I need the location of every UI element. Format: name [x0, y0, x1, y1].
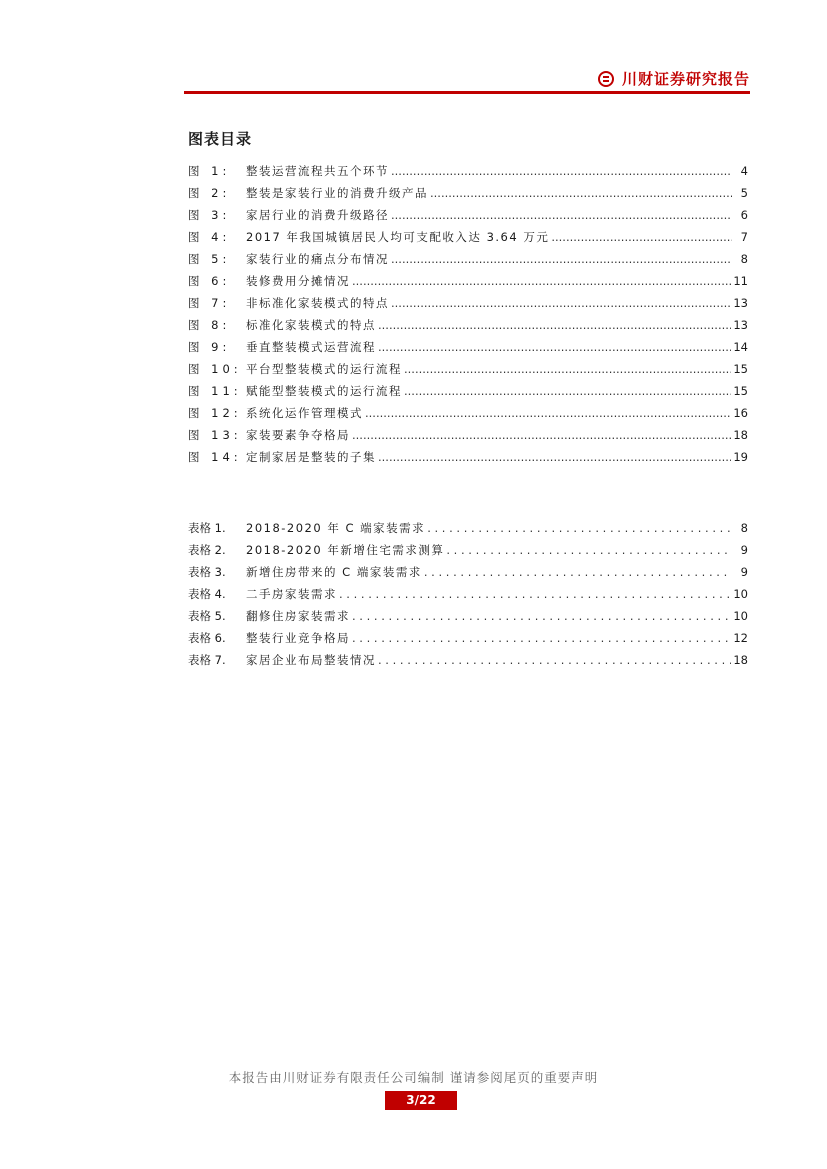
figure-entry-page: 15 — [733, 384, 748, 398]
table-entry-page: 18 — [733, 653, 748, 667]
footer-disclaimer: 本报告由川财证券有限责任公司编制 谨请参阅尾页的重要声明 — [228, 1070, 599, 1085]
figure-entry-number: 图 10: — [188, 362, 242, 376]
figure-entry-title: 2017 年我国城镇居民人均可支配收入达 3.64 万元 — [246, 230, 550, 244]
figure-entry[interactable] — [188, 383, 748, 405]
table-entry-number: 表格 1. — [188, 521, 226, 535]
table-entry-number: 表格 4. — [188, 587, 226, 601]
table-entry-title: 2018-2020 年新增住宅需求测算 — [246, 543, 445, 557]
figure-entry-title: 家装要素争夺格局 — [246, 428, 350, 442]
figure-entry-page: 4 — [740, 164, 748, 178]
table-entry-title: 翻修住房家装需求 — [246, 609, 350, 623]
table-entry-leader — [339, 587, 731, 601]
figure-entry[interactable] — [188, 317, 748, 339]
table-entry-leader — [446, 543, 732, 557]
table-entry-number: 表格 2. — [188, 543, 226, 557]
figure-entry-page: 16 — [733, 406, 748, 420]
figure-entry-number: 图 3: — [188, 208, 231, 222]
figure-entry-leader — [391, 296, 731, 310]
figure-entry-leader — [404, 384, 731, 398]
figure-entry[interactable] — [188, 295, 748, 317]
figure-entry[interactable] — [188, 361, 748, 383]
table-entry-page: 10 — [733, 609, 748, 623]
table-list — [188, 520, 748, 674]
figure-entry[interactable] — [188, 405, 748, 427]
table-entry[interactable] — [188, 608, 748, 630]
figure-entry-page: 13 — [733, 296, 748, 310]
figure-entry-page: 11 — [733, 274, 748, 288]
figure-entry-number: 图 2: — [188, 186, 231, 200]
figure-entry-leader — [430, 186, 732, 200]
figure-entry-leader — [378, 340, 731, 354]
page-number-badge: 3/22 — [385, 1091, 457, 1110]
figure-entry-page: 5 — [740, 186, 748, 200]
brand-name: 川财证券研究报告 — [621, 70, 750, 88]
figure-entry-number: 图 9: — [188, 340, 231, 354]
table-entry-title: 2018-2020 年 C 端家装需求 — [246, 521, 426, 535]
figure-entry-title: 垂直整装模式运营流程 — [246, 340, 376, 354]
table-entry-leader — [352, 631, 731, 645]
figure-entry-title: 标准化家装模式的特点 — [246, 318, 376, 332]
figure-entry-title: 家装行业的痛点分布情况 — [246, 252, 389, 266]
figure-entry-page: 19 — [733, 450, 748, 464]
table-entry[interactable] — [188, 564, 748, 586]
table-entry-number: 表格 7. — [188, 653, 226, 667]
table-entry-number: 表格 3. — [188, 565, 226, 579]
figure-entry[interactable] — [188, 229, 748, 251]
table-entry[interactable] — [188, 586, 748, 608]
figure-entry-title: 系统化运作管理模式 — [246, 406, 363, 420]
table-entry-leader — [378, 653, 731, 667]
figure-entry[interactable] — [188, 251, 748, 273]
table-entry-number: 表格 6. — [188, 631, 226, 645]
figure-entry-title: 家居行业的消费升级路径 — [246, 208, 389, 222]
figure-entry[interactable] — [188, 449, 748, 471]
figure-entry-title: 整装是家装行业的消费升级产品 — [246, 186, 428, 200]
table-entry-title: 家居企业布局整装情况 — [246, 653, 376, 667]
table-entry-title: 二手房家装需求 — [246, 587, 337, 601]
figure-entry-leader — [391, 252, 732, 266]
figure-entry-number: 图 13: — [188, 428, 242, 442]
figure-entry-page: 18 — [733, 428, 748, 442]
figure-entry-number: 图 1: — [188, 164, 231, 178]
figure-entry-number: 图 14: — [188, 450, 242, 464]
figure-entry-leader — [378, 450, 731, 464]
company-logo-icon — [598, 71, 614, 87]
table-entry[interactable] — [188, 652, 748, 674]
toc-title: 图表目录 — [188, 130, 253, 148]
table-entry-title: 新增住房带来的 C 端家装需求 — [246, 565, 422, 579]
figure-entry-number: 图 7: — [188, 296, 231, 310]
table-entry-leader — [427, 521, 732, 535]
figure-entry-title: 平台型整装模式的运行流程 — [246, 362, 402, 376]
table-entry-page: 9 — [740, 543, 748, 557]
table-entry-title: 整装行业竞争格局 — [246, 631, 350, 645]
table-entry[interactable] — [188, 520, 748, 542]
figure-entry-page: 14 — [733, 340, 748, 354]
figure-list — [188, 163, 748, 471]
table-entry[interactable] — [188, 542, 748, 564]
figure-entry[interactable] — [188, 339, 748, 361]
figure-entry[interactable] — [188, 427, 748, 449]
figure-entry-page: 8 — [740, 252, 748, 266]
figure-entry-title: 整装运营流程共五个环节 — [246, 164, 389, 178]
header-divider — [184, 91, 750, 94]
table-entry[interactable] — [188, 630, 748, 652]
figure-entry-page: 13 — [733, 318, 748, 332]
figure-entry[interactable] — [188, 163, 748, 185]
figure-entry-number: 图 5: — [188, 252, 231, 266]
figure-entry-leader — [352, 274, 731, 288]
figure-entry-number: 图 11: — [188, 384, 242, 398]
figure-entry-number: 图 6: — [188, 274, 231, 288]
table-entry-leader — [352, 609, 731, 623]
figure-entry-leader — [391, 208, 732, 222]
figure-entry-leader — [551, 230, 732, 244]
figure-entry-leader — [404, 362, 731, 376]
table-entry-leader — [424, 565, 732, 579]
brand — [598, 68, 750, 89]
figure-entry[interactable] — [188, 185, 748, 207]
figure-entry-title: 非标准化家装模式的特点 — [246, 296, 389, 310]
table-entry-page: 8 — [740, 521, 748, 535]
table-entry-number: 表格 5. — [188, 609, 226, 623]
table-entry-page: 10 — [733, 587, 748, 601]
figure-entry-page: 7 — [740, 230, 748, 244]
figure-entry-number: 图 12: — [188, 406, 242, 420]
table-entry-page: 12 — [733, 631, 748, 645]
table-entry-page: 9 — [740, 565, 748, 579]
figure-entry-page: 15 — [733, 362, 748, 376]
figure-entry-title: 赋能型整装模式的运行流程 — [246, 384, 402, 398]
figure-entry-leader — [352, 428, 731, 442]
figure-entry-number: 图 8: — [188, 318, 231, 332]
figure-entry[interactable] — [188, 273, 748, 295]
figure-entry-page: 6 — [740, 208, 748, 222]
figure-entry-number: 图 4: — [188, 230, 231, 244]
figure-entry[interactable] — [188, 207, 748, 229]
figure-entry-title: 装修费用分摊情况 — [246, 274, 350, 288]
figure-entry-leader — [365, 406, 731, 420]
figure-entry-leader — [378, 318, 731, 332]
figure-entry-title: 定制家居是整装的子集 — [246, 450, 376, 464]
figure-entry-leader — [391, 164, 732, 178]
page-header — [184, 66, 750, 94]
